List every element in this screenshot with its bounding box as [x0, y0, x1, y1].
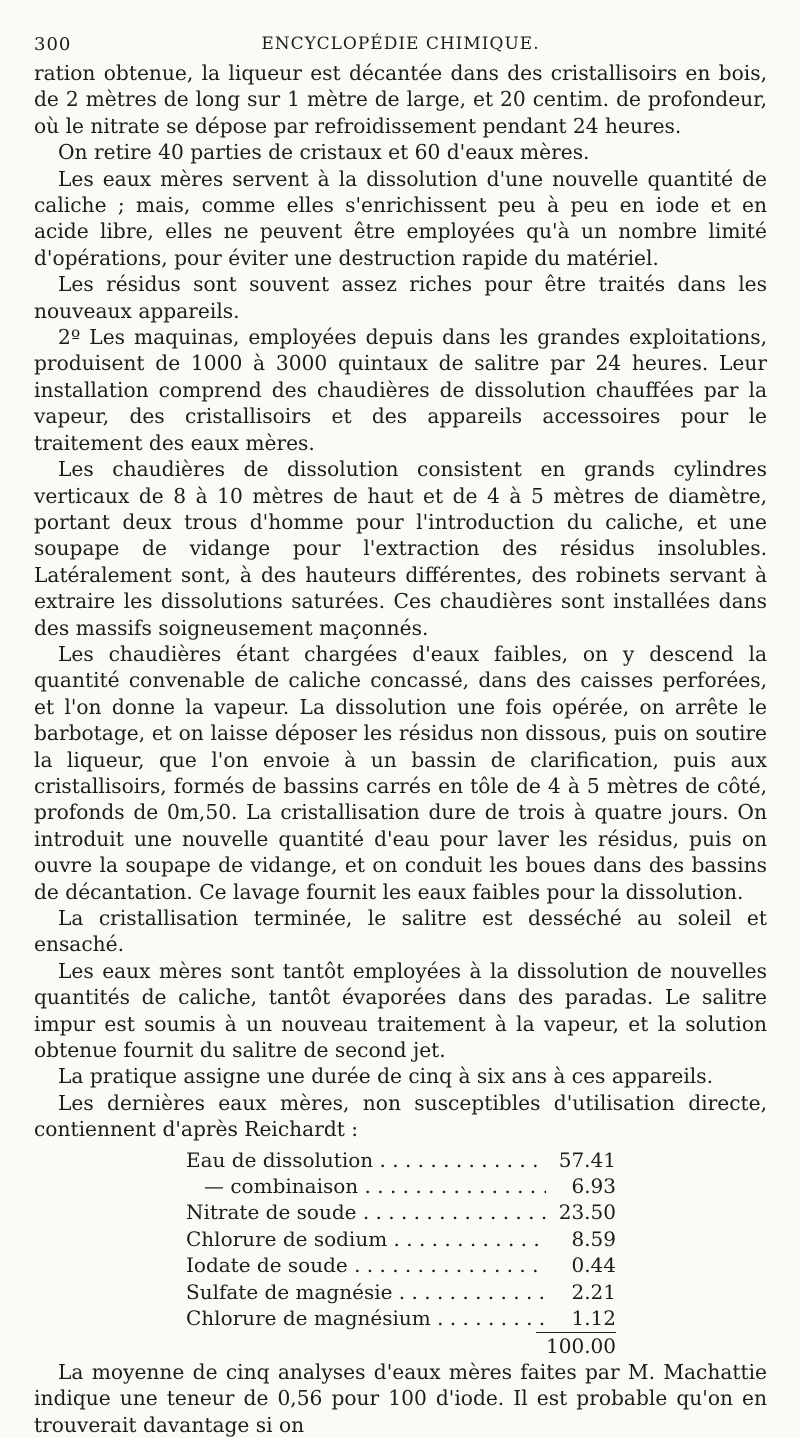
paragraph: Les dernières eaux mères, non susceptibles d'utilisation directe, contiennent d'après Reichardt : [34, 1090, 767, 1142]
paragraph: Les résidus sont souvent assez riches pour être traités dans les nouveaux appareils. [34, 272, 767, 323]
paragraph: Les eaux mères servent à la dissolution d'une nouvelle quantité de caliche ; mais, comme elles s'enrichissent peu à peu en iode et en acide libre, elles ne peuvent être employées qu'à un nombre limité d'opérations, pour éviter une destruction rapide du matériel. [34, 166, 767, 270]
row-label: Eau de dissolution . . . [186, 1147, 546, 1173]
table-row [186, 1252, 616, 1278]
row-value: 2.21 [571, 1279, 616, 1304]
table-row [186, 1173, 616, 1199]
row-value: 8.59 [571, 1226, 616, 1251]
row-label: Iodate de soude . . . [186, 1252, 546, 1278]
table-row [186, 1147, 616, 1173]
row-label: — combinaison . . . [186, 1173, 546, 1199]
paragraph: Les eaux mères sont tantôt employées à la dissolution de nouvelles quantités de caliche, tantôt évaporées dans des paradas. Le salitre impur est soumis à un nouveau traitement à la vapeur, et la solution obtenue fournit du salitre de second jet. [34, 958, 767, 1063]
table-row [186, 1199, 616, 1225]
row-value: 1.12 [571, 1306, 616, 1331]
page-number: 300 [34, 34, 72, 55]
row-value: 0.44 [571, 1253, 616, 1278]
composition-table [186, 1147, 616, 1359]
table-row [186, 1279, 616, 1305]
paragraph: Les chaudières de dissolution consistent en grands cylindres verticaux de 8 à 10 mètres de haut et de 4 à 5 mètres de diamètre, portant deux trous d'homme pour l'introduction du caliche, et une soupape de vidange pour l'extraction des résidus insolubles. Latéralement sont, à des hauteurs différentes, des robinets servant à extraire les dissolutions saturées. Ces chaudières sont installées dans des massifs soigneusement maçonnés. [34, 457, 767, 640]
table-row [186, 1226, 616, 1252]
row-label: Sulfate de magnésie . . . [186, 1279, 546, 1305]
running-title: ENCYCLOPÉDIE CHIMIQUE. [261, 34, 540, 54]
page [34, 30, 767, 1438]
paragraph: On retire 40 parties de cristaux et 60 d'eaux mères. [58, 140, 590, 165]
row-value: 6.93 [571, 1174, 616, 1199]
paragraph: La pratique assigne une durée de cinq à six ans à ces appareils. [58, 1064, 714, 1089]
page-header [34, 30, 767, 60]
paragraph: Les chaudières étant chargées d'eaux faibles, on y descend la quantité convenable de caliche concassé, dans des caisses perforées, et l'on donne la vapeur. La dissolution une fois opérée, on arrête le barbotage, et on laisse déposer les résidus non dissous, puis on soutire la liqueur, que l'on envoie à un bassin de clarification, puis aux cristallisoirs, formés de bassins carrés en tôle de 4 à 5 mètres de côté, profonds de 0m,50. La cristallisation dure de trois à quatre jours. On introduit une nouvelle quantité d'eau pour laver les résidus, puis on ouvre la soupape de vidange, et on conduit les boues dans des bassins de décantation. Ce lavage fournit les eaux faibles pour la dissolution. [34, 641, 767, 904]
body-text [34, 60, 767, 1438]
closing-paragraph: La moyenne de cinq analyses d'eaux mères faites par M. Machattie indique une teneur de 0,56 pour 100 d'iode. Il est probable qu'on en trouverait davantage si on [34, 1359, 767, 1437]
row-label: Nitrate de soude . . . [186, 1199, 546, 1225]
paragraph: 2º Les maquinas, employées depuis dans les grandes exploitations, produisent de 1000 à 3000 quintaux de salitre par 24 heures. Leur installation comprend des chaudières de dissolution chauffées par la vapeur, des cristallisoirs et des appareils accessoires pour le traitement des eaux mères. [34, 325, 767, 455]
paragraph: La cristallisation terminée, le salitre est desséché au soleil et ensaché. [34, 906, 767, 957]
row-label: Chlorure de sodium . . . [186, 1226, 546, 1252]
row-label: Chlorure de magnésium . . . [186, 1305, 546, 1331]
table-total: 100.00 [546, 1333, 616, 1358]
row-value: 23.50 [558, 1200, 616, 1225]
table-row [186, 1305, 616, 1331]
row-value: 57.41 [558, 1147, 616, 1172]
paragraph: ration obtenue, la liqueur est décantée dans des cristallisoirs en bois, de 2 mètres de long sur 1 mètre de large, et 20 centim. de profondeur, où le nitrate se dépose par refroidissement pendant 24 heures. [34, 61, 767, 138]
